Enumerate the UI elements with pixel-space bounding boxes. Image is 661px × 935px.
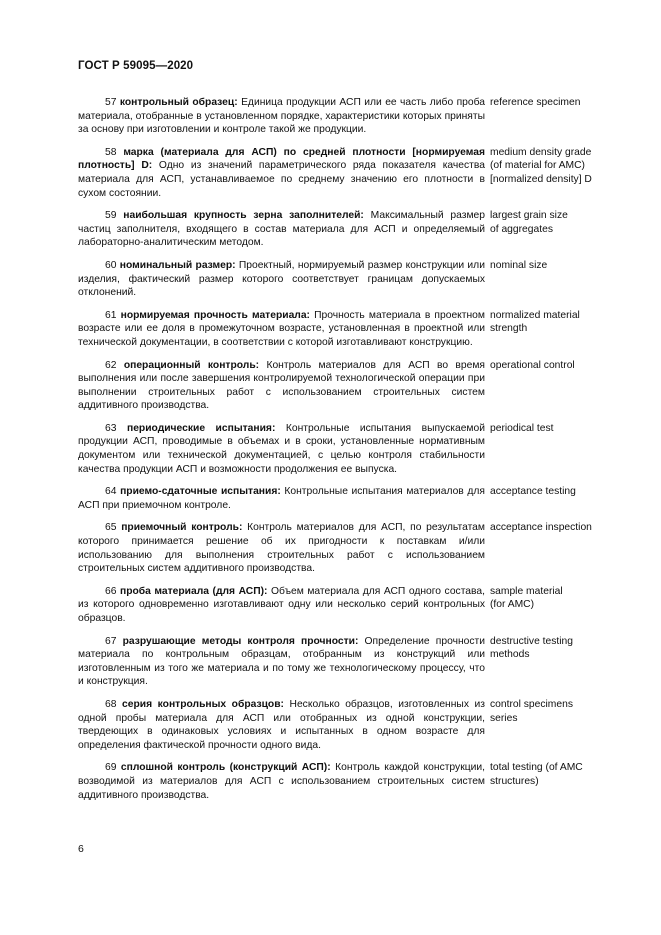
- term-number: 69: [105, 762, 117, 774]
- term-english-equivalent: acceptance inspection: [490, 522, 592, 534]
- term-definition-text: Единица продукции АСП или ее часть либо проба материала, отобранные в установленном порядке, характеристики которых приняты за основу при изготовлении и контроле такой же продукции.: [78, 97, 485, 136]
- term-name: операционный контроль:: [123, 359, 260, 371]
- term-number: 59: [105, 210, 117, 222]
- term-entry: [78, 146, 618, 200]
- term-definition-ru: [78, 521, 485, 575]
- term-definition-ru: [78, 96, 485, 137]
- term-english-equivalent: largest grain size of aggregates: [490, 210, 568, 235]
- term-name: контрольный образец:: [119, 97, 238, 108]
- term-english-equivalent: operational control: [490, 359, 575, 371]
- term-number: 58: [105, 146, 117, 158]
- term-definition-ru: [78, 422, 485, 476]
- term-definition-ru: [78, 259, 485, 300]
- term-name: проба материала (для АСП):: [120, 585, 268, 597]
- term-name: наибольшая крупность зерна заполнителей:: [123, 210, 364, 222]
- term-definition-text: Контроль материалов для АСП, по результатам которого принимается решение об их пригодности к поставкам и/или использованию для выполнения строительных работ с использованием строительных систем аддитивного производства.: [78, 522, 485, 575]
- term-english-equivalent: nominal size: [490, 259, 548, 271]
- term-definition-ru: [78, 485, 485, 512]
- term-name: нормируемая прочность материала:: [120, 309, 310, 321]
- term-entry: [78, 209, 618, 250]
- term-english-equivalent: acceptance testing: [490, 486, 576, 498]
- term-definition-ru: [78, 309, 485, 350]
- term-number: 63: [105, 422, 117, 434]
- term-definition-ru: [78, 209, 485, 250]
- term-definition-ru: [78, 359, 485, 413]
- term-entry: [78, 585, 618, 626]
- term-entry: [78, 359, 618, 413]
- term-definition-text: Контроль материалов для АСП во время выполнения или после завершения контролируемой технологической операции при выполнении строительных работ с использованием строительных систем аддитивного производства.: [78, 359, 485, 412]
- term-english-equivalent: medium density grade (of material for AMC) [normalized density] D: [490, 146, 592, 185]
- page-number: 6: [78, 843, 84, 855]
- term-name: разрушающие методы контроля прочности:: [122, 635, 359, 647]
- term-name: приемочный контроль:: [121, 522, 243, 534]
- term-number: 65: [105, 522, 117, 534]
- term-number: 68: [105, 698, 117, 710]
- terms-list: [78, 96, 618, 811]
- term-entry: [78, 309, 618, 350]
- term-english-equivalent: periodical test: [490, 422, 554, 434]
- term-definition-text: Проектный, нормируемый размер конструкции или изделия, фактический размер которого соответствует границам допускаемых отклонений.: [78, 259, 485, 299]
- term-entry: [78, 521, 618, 575]
- document-header: ГОСТ Р 59095—2020: [78, 60, 194, 72]
- term-number: 57: [105, 97, 117, 108]
- term-definition-ru: [78, 635, 485, 689]
- term-name: номинальный размер:: [119, 259, 236, 271]
- term-number: 66: [105, 585, 117, 597]
- term-definition-text: Несколько образцов, изготовленных из одной пробы материала для АСП или отобранных из одной конструкции, твердеющих в одинаковых условиях и испытанных в одном возрасте для определения фактической прочности одного вида.: [78, 698, 485, 751]
- term-entry: [78, 259, 618, 300]
- term-number: 67: [105, 635, 117, 647]
- term-definition-text: Объем материала для АСП одного состава, из которого одновременно изготавливают одну или несколько серий контрольных образцов.: [78, 585, 485, 624]
- term-entry: [78, 761, 618, 802]
- term-definition-text: Определение прочности материала по контрольным образцам, отобранным из конструкций или изготовленным из того же материала и по тому же технологическому процессу, что и конструкция.: [78, 635, 485, 688]
- term-entry: [78, 635, 618, 689]
- term-entry: [78, 485, 618, 512]
- term-definition-text: Контрольные испытания выпускаемой продукции АСП, проводимые в объемах и в сроки, установленные нормативным документом или технической документацией, с целью контроля стабильности качества продукции АСП и возможности продолжения ее выпуска.: [78, 422, 485, 475]
- term-entry: [78, 96, 618, 137]
- term-english-equivalent: reference specimen: [490, 97, 581, 108]
- term-number: 60: [105, 259, 117, 271]
- term-name: сплошной контроль (конструкций АСП):: [120, 762, 331, 774]
- term-definition-ru: [78, 761, 485, 802]
- term-definition-ru: [78, 146, 485, 200]
- term-number: 61: [105, 309, 117, 321]
- term-number: 64: [105, 486, 117, 498]
- term-definition-text: Контрольные испытания материалов для АСП при приемочном контроле.: [78, 486, 485, 511]
- term-definition-text: Прочность материала в проектном возрасте или ее доля в промежуточном возрасте, установленная в проектной или технической документации, в соответствии с которой изготавливают конструкцию.: [78, 309, 485, 348]
- term-definition-text: Одно из значений параметрического ряда показателя качества материала для АСП, устанавливаемое по среднему значению его плотности в сухом состоянии.: [78, 160, 485, 199]
- term-entry: [78, 698, 618, 752]
- term-english-equivalent: sample material (for AMC): [490, 585, 563, 611]
- term-name: серия контрольных образцов:: [122, 698, 284, 710]
- term-definition-ru: [78, 585, 485, 626]
- term-english-equivalent: control specimens series: [490, 698, 573, 724]
- term-name: марка (материала для АСП) по средней плотности [нормируемая плотность] D:: [78, 146, 485, 172]
- term-number: 62: [105, 359, 117, 371]
- term-entry: [78, 422, 618, 476]
- term-english-equivalent: destructive testing methods: [490, 635, 573, 661]
- term-definition-ru: [78, 698, 485, 752]
- term-name: периодические испытания:: [126, 422, 276, 434]
- term-definition-text: Контроль каждой конструкции, возводимой из материалов для АСП с использованием строительных систем аддитивного производства.: [78, 762, 485, 801]
- term-name: приемо-сдаточные испытания:: [120, 486, 281, 498]
- term-english-equivalent: normalized material strength: [490, 309, 580, 335]
- term-definition-text: Максимальный размер частиц заполнителя, входящего в состав материала для АСП и определяемый лабораторно-аналитическим методом.: [78, 210, 485, 249]
- term-english-equivalent: total testing (of AMC structures): [490, 762, 583, 787]
